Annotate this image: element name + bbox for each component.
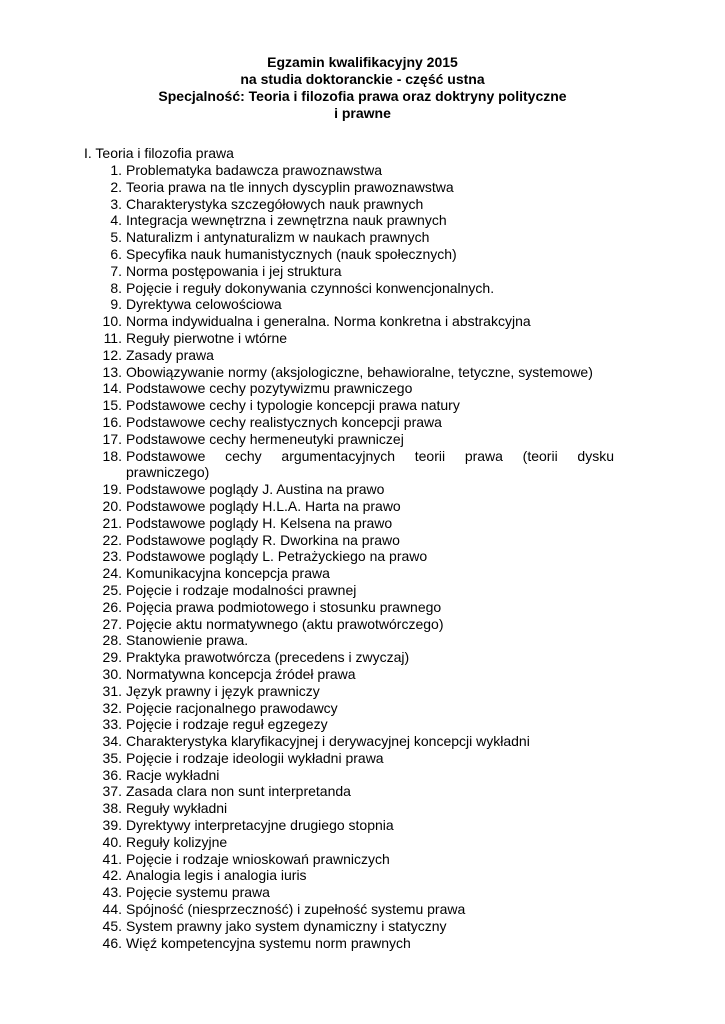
topic-item <box>84 246 614 263</box>
topic-text: Język prawny i język prawniczy <box>126 682 320 699</box>
topic-text: Reguły wykładni <box>126 800 228 817</box>
topic-text: Praktyka prawotwórcza (precedens i zwyczaj) <box>126 649 410 666</box>
topic-text: Obowiązywanie normy (aksjologiczne, behawioralne, tetyczne, systemowe) <box>126 363 593 380</box>
topic-number: 39. <box>102 817 122 834</box>
topic-item <box>84 884 614 901</box>
topic-item <box>84 783 614 800</box>
topic-number: 3. <box>110 195 122 212</box>
topic-text: Pojęcie i rodzaje reguł egzegezy <box>126 716 328 733</box>
topic-text: Podstawowe cechy pozytywizmu prawniczego <box>126 380 413 397</box>
topic-number: 41. <box>102 850 122 867</box>
topic-item <box>84 179 614 196</box>
topic-item <box>84 935 614 952</box>
topic-text: Podstawowe poglądy H.L.A. Harta na prawo <box>126 497 401 514</box>
topic-item <box>84 296 614 313</box>
topic-text-continued: prawniczego) <box>126 464 210 481</box>
section-heading: I. Teoria i filozofia prawa <box>84 145 234 161</box>
topic-number: 6. <box>110 245 122 262</box>
topic-item <box>84 431 614 448</box>
topic-text: Specyfika nauk humanistycznych (nauk społecznych) <box>126 245 457 262</box>
topic-number: 10. <box>102 313 122 330</box>
topic-item <box>84 901 614 918</box>
topic-text: Komunikacyjna koncepcja prawa <box>126 565 330 582</box>
topic-text: Pojęcie i reguły dokonywania czynności konwencjonalnych. <box>126 279 495 296</box>
topic-number: 37. <box>102 783 122 800</box>
topic-number: 35. <box>102 749 122 766</box>
topic-text: Problematyka badawcza prawoznawstwa <box>126 162 383 178</box>
topic-text: Podstawowe cechy hermeneutyki prawniczej <box>126 430 404 447</box>
topic-number: 31. <box>102 682 122 699</box>
topic-text: Podstawowe cechy argumentacyjnych teorii prawa (teorii dysku <box>126 447 614 464</box>
topic-number: 27. <box>102 615 122 632</box>
topic-item <box>84 666 614 683</box>
topic-number: 36. <box>102 766 122 783</box>
topic-number: 17. <box>102 430 122 447</box>
topic-text: Integracja wewnętrzna i zewnętrzna nauk prawnych <box>126 212 447 229</box>
topic-text: Podstawowe poglądy R. Dworkina na prawo <box>126 531 400 548</box>
topic-number: 16. <box>102 413 122 430</box>
topic-number: 32. <box>102 699 122 716</box>
topic-text: Teoria prawa na tle innych dyscyplin prawoznawstwa <box>126 178 454 195</box>
topic-text: Dyrektywa celowościowa <box>126 296 282 313</box>
topic-item <box>84 515 614 532</box>
topic-text: Podstawowe cechy realistycznych koncepcji prawa <box>126 413 442 430</box>
topic-item <box>84 565 614 582</box>
topic-number: 8. <box>110 279 122 296</box>
topic-text: Pojęcie aktu normatywnego (aktu prawotwórczego) <box>126 615 444 632</box>
topic-number: 5. <box>110 229 122 246</box>
topic-number: 25. <box>102 581 122 598</box>
topic-text: Normatywna koncepcja źródeł prawa <box>126 665 356 682</box>
topic-text: Pojęcie i rodzaje modalności prawnej <box>126 581 357 598</box>
topic-number: 23. <box>102 548 122 565</box>
topic-item <box>84 280 614 297</box>
topic-item <box>84 834 614 851</box>
topic-number: 12. <box>102 346 122 363</box>
topic-item <box>84 330 614 347</box>
topic-text: Naturalizm i antynaturalizm w naukach prawnych <box>126 229 430 246</box>
topic-number: 40. <box>102 833 122 850</box>
topic-item <box>84 817 614 834</box>
topic-number: 34. <box>102 733 122 750</box>
topic-item <box>84 867 614 884</box>
topic-item <box>84 582 614 599</box>
topic-number: 46. <box>102 934 122 951</box>
topic-text: Pojęcia prawa podmiotowego i stosunku prawnego <box>126 598 442 615</box>
topic-number: 29. <box>102 649 122 666</box>
topic-number: 42. <box>102 867 122 884</box>
topic-number: 14. <box>102 380 122 397</box>
header-specialty-continued: i prawne <box>334 105 391 121</box>
topic-item <box>84 632 614 649</box>
topic-text: Stanowienie prawa. <box>126 632 249 649</box>
topic-text: Norma postępowania i jej struktura <box>126 262 342 279</box>
topic-item <box>84 162 614 179</box>
topic-text: Dyrektywy interpretacyjne drugiego stopnia <box>126 817 394 834</box>
header-subtitle: na studia doktoranckie - część ustna <box>240 71 485 87</box>
header-title: Egzamin kwalifikacyjny 2015 <box>267 54 458 70</box>
topic-number: 44. <box>102 901 122 918</box>
topic-text: Podstawowe cechy i typologie koncepcji prawa natury <box>126 397 460 414</box>
topic-number: 13. <box>102 363 122 380</box>
topic-item <box>84 229 614 246</box>
topic-item <box>84 347 614 364</box>
topic-item <box>84 683 614 700</box>
topic-item <box>84 851 614 868</box>
topic-text: Podstawowe poglądy H. Kelsena na prawo <box>126 514 393 531</box>
topic-number: 20. <box>102 497 122 514</box>
topic-text: Charakterystyka szczegółowych nauk prawnych <box>126 195 424 212</box>
topic-item <box>84 196 614 213</box>
topic-text: Charakterystyka klaryfikacyjnej i derywacyjnej koncepcji wykładni <box>126 733 530 750</box>
topic-item <box>84 616 614 633</box>
topic-number: 19. <box>102 481 122 498</box>
topic-item <box>84 380 614 397</box>
topic-text: System prawny jako system dynamiczny i statyczny <box>126 917 447 934</box>
topic-item <box>84 733 614 750</box>
topic-item <box>84 397 614 414</box>
topic-number: 21. <box>102 514 122 531</box>
topic-text: Podstawowe poglądy L. Petrażyckiego na prawo <box>126 548 428 565</box>
topic-item <box>84 548 614 565</box>
topic-number: 28. <box>102 632 122 649</box>
topic-item <box>84 481 614 498</box>
topic-item <box>84 313 614 330</box>
topic-number: 33. <box>102 716 122 733</box>
topic-text: Norma indywidualna i generalna. Norma konkretna i abstrakcyjna <box>126 313 531 330</box>
topic-number: 30. <box>102 665 122 682</box>
topic-number: 7. <box>110 262 122 279</box>
topic-text: Reguły pierwotne i wtórne <box>126 329 288 346</box>
topic-text: Podstawowe poglądy J. Austina na prawo <box>126 481 385 498</box>
topic-text: Więź kompetencyjna systemu norm prawnych <box>126 934 411 951</box>
topic-item <box>84 649 614 666</box>
topic-number: 4. <box>110 212 122 229</box>
topic-item <box>84 767 614 784</box>
topic-item <box>84 263 614 280</box>
topic-text: Pojęcie i rodzaje wnioskowań prawniczych <box>126 850 390 867</box>
topic-item <box>84 212 614 229</box>
topic-number: 18. <box>102 447 122 464</box>
header-specialty: Specjalność: Teoria i filozofia prawa oraz doktryny polityczne <box>158 88 567 104</box>
topic-number: 38. <box>102 800 122 817</box>
topic-item <box>84 918 614 935</box>
topic-number: 45. <box>102 917 122 934</box>
topic-item <box>84 800 614 817</box>
topic-text: Spójność (niesprzeczność) i zupełność systemu prawa <box>126 901 466 918</box>
topic-number: 2. <box>110 178 122 195</box>
topic-text: Zasady prawa <box>126 346 214 363</box>
topic-text: Pojęcie systemu prawa <box>126 884 270 901</box>
topic-item <box>84 599 614 616</box>
topic-number: 15. <box>102 397 122 414</box>
topic-number: 43. <box>102 884 122 901</box>
topic-text: Zasada clara non sunt interpretanda <box>126 783 351 800</box>
topic-number: 26. <box>102 598 122 615</box>
topic-number: 22. <box>102 531 122 548</box>
topic-item <box>84 364 614 381</box>
topic-number: 9. <box>110 296 122 313</box>
topic-text: Racje wykładni <box>126 766 220 783</box>
topic-text: Pojęcie racjonalnego prawodawcy <box>126 699 338 716</box>
topic-text: Pojęcie i rodzaje ideologii wykładni prawa <box>126 749 384 766</box>
topic-number: 24. <box>102 565 122 582</box>
topic-number: 11. <box>103 329 122 346</box>
topic-item <box>84 532 614 549</box>
topic-item <box>84 716 614 733</box>
topic-number: 1. <box>110 162 122 178</box>
topic-item <box>84 700 614 717</box>
topic-item <box>84 448 614 482</box>
topic-text: Reguły kolizyjne <box>126 833 228 850</box>
topic-item <box>84 498 614 515</box>
topic-item <box>84 750 614 767</box>
topic-item <box>84 414 614 431</box>
document-header <box>80 54 645 122</box>
topic-text: Analogia legis i analogia iuris <box>126 867 307 884</box>
topic-list <box>84 162 614 951</box>
